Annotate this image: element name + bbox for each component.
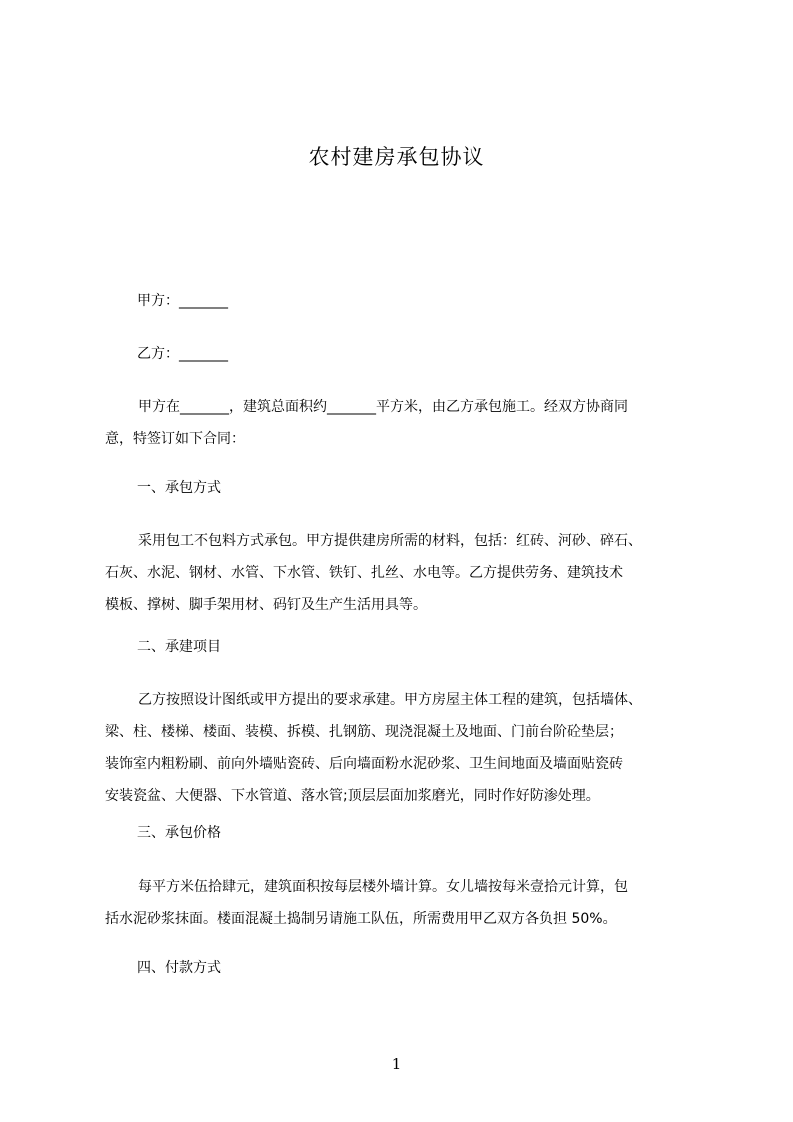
section2-heading: 二、承建项目 [137,639,221,655]
section3-paragraph [105,871,695,935]
section2-paragraph [105,684,695,812]
intro-paragraph [105,391,695,455]
section3-heading: 三、承包价格 [137,825,221,841]
section1-paragraph [105,525,695,621]
intro-line-1: 甲方在_______，建筑总面积约_______平方米，由乙方承包施工。经双方协商同 [138,399,628,415]
page-number: 1 [391,1055,402,1073]
party-a-line: 甲方：_______ [137,293,228,309]
section3-line-1: 每平方米伍拾肆元，建筑面积按每层楼外墙计算。女儿墙按每米壹拾元计算，包 [138,879,628,895]
section4-heading: 四、付款方式 [137,960,221,976]
section2-line-4: 安装瓷盆、大便器、下水管道、落水管;顶层层面加浆磨光，同时作好防渗处理。 [105,788,600,804]
section2-line-1: 乙方按照设计图纸或甲方提出的要求承建。甲方房屋主体工程的建筑，包括墙体、 [138,692,642,708]
section1-line-1: 采用包工不包料方式承包。甲方提供建房所需的材料，包括：红砖、河砂、碎石、 [138,533,642,549]
section3-line-2: 括水泥砂浆抹面。楼面混凝土捣制另请施工队伍，所需费用甲乙双方各负担 50%。 [105,911,617,927]
party-b-line: 乙方：_______ [137,346,228,362]
section2-line-3: 装饰室内粗粉刷、前向外墙贴瓷砖、后向墙面粉水泥砂浆、卫生间地面及墙面贴瓷砖 [105,756,623,772]
section1-line-3: 模板、撑树、脚手架用材、码钉及生产生活用具等。 [105,597,427,613]
section2-line-2: 梁、柱、楼梯、楼面、装模、拆模、扎钢筋、现浇混凝土及地面、门前台阶砼垫层； [105,724,623,740]
intro-line-2: 意，特签订如下合同： [105,431,245,447]
document-title: 农村建房承包协议 [308,145,485,169]
section1-line-2: 石灰、水泥、钢材、水管、下水管、铁钉、扎丝、水电等。乙方提供劳务、建筑技术 [105,565,623,581]
section1-heading: 一、承包方式 [137,480,221,496]
